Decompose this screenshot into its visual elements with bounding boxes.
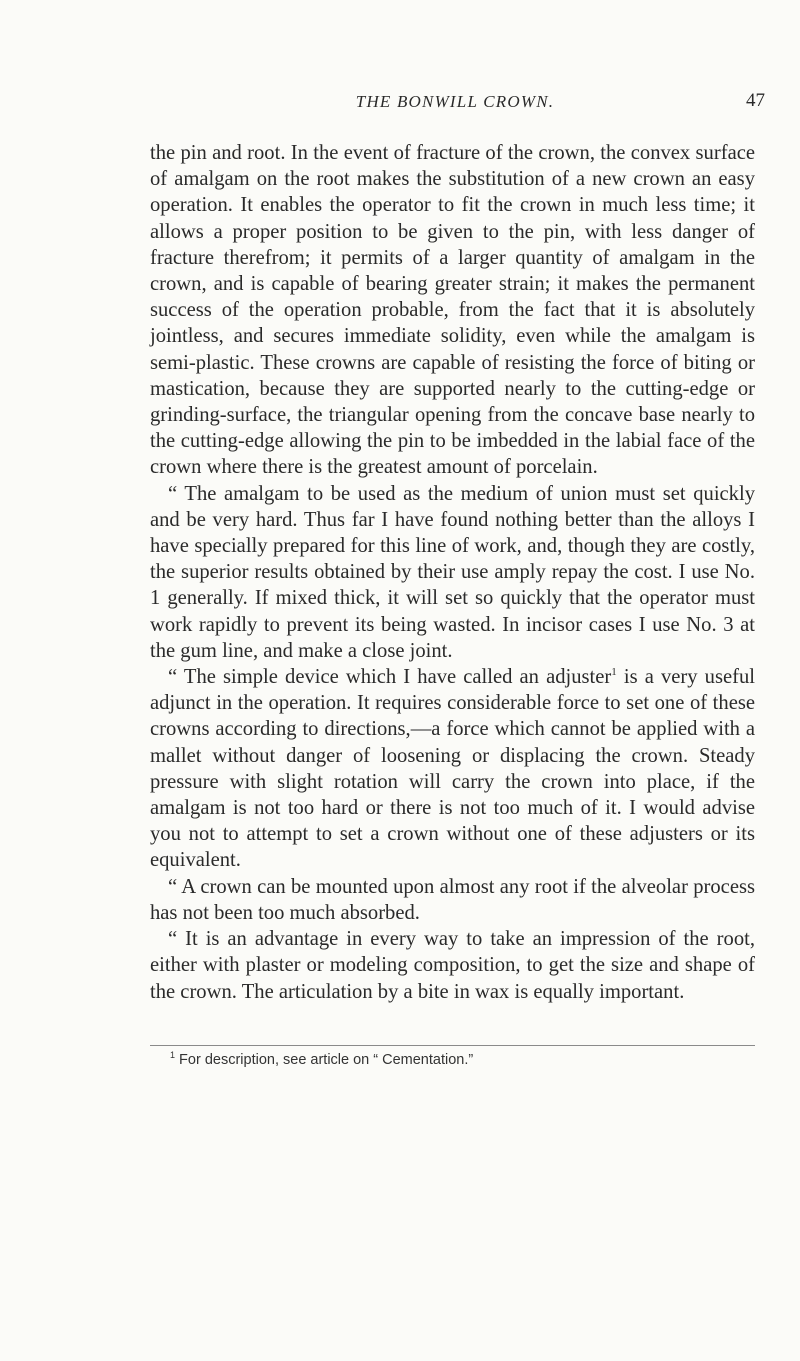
footnote-text: For description, see article on “ Cementation.” <box>179 1052 474 1068</box>
running-title: THE BONWILL CROWN. <box>355 92 555 111</box>
paragraph-3-text-after-ref: is a very useful adjunct in the operation. It requires considerable force to set one of these crowns according to directions,—a force which cannot be applied with a mallet without danger of loosening or displacing the crown. Steady pressure with slight rotation will carry the crown into place, if the amalgam is not too hard or there is not too much of it. I would advise you not to attempt to set a crown without one of these adjusters or its equivalent. <box>150 666 755 872</box>
paragraph-4: “ A crown can be mounted upon almost any root if the alveolar process has not been too much absorbed. <box>150 875 755 924</box>
footnote-marker: 1 <box>170 1050 176 1061</box>
body-text <box>150 140 755 1005</box>
footnote <box>170 1050 755 1070</box>
paragraph-1: the pin and root. In the event of fracture of the crown, the convex surface of amalgam on the root makes the substitution of a new crown an easy operation. It enables the operator to fit the crown in much less time; it allows a proper position to be given to the pin, with less danger of fracture therefrom; it permits of a larger quantity of amalgam in the crown, and is capable of bearing greater strain; it makes the permanent success of the operation probable, from the fact that it is absolutely jointless, and secures immediate solidity, even while the amalgam is semi-plastic. These crowns are capable of resisting the force of biting or mastication, because they are supported nearly to the cutting-edge or grinding-surface, the triangular opening from the concave base nearly to the cutting-edge allowing the pin to be imbedded in the labial face of the crown where there is the greatest amount of porcelain. <box>150 142 755 479</box>
paragraph-5: “ It is an advantage in every way to take an impression of the root, either with plaster or modeling composition, to get the size and shape of the crown. The articulation by a bite in wax is equally important. <box>150 928 755 1003</box>
paragraph-2: “ The amalgam to be used as the medium of union must set quickly and be very hard. Thus far I have found nothing better than the alloys I have specially prepared for this line of work, and, though they are costly, the superior results obtained by their use amply repay the cost. I use No. 1 generally. If mixed thick, it will set so quickly that the operator must work rapidly to prevent its being wasted. In incisor cases I use No. 3 at the gum line, and make a close joint. <box>150 482 755 662</box>
paragraph-3-text-before-ref: “ The simple device which I have called an adjuster <box>168 666 612 689</box>
page-number: 47 <box>746 90 765 111</box>
running-head <box>145 92 765 116</box>
footnote-reference: 1 <box>611 666 617 679</box>
footnote-rule <box>150 1045 755 1046</box>
paragraph-3 <box>150 664 755 874</box>
